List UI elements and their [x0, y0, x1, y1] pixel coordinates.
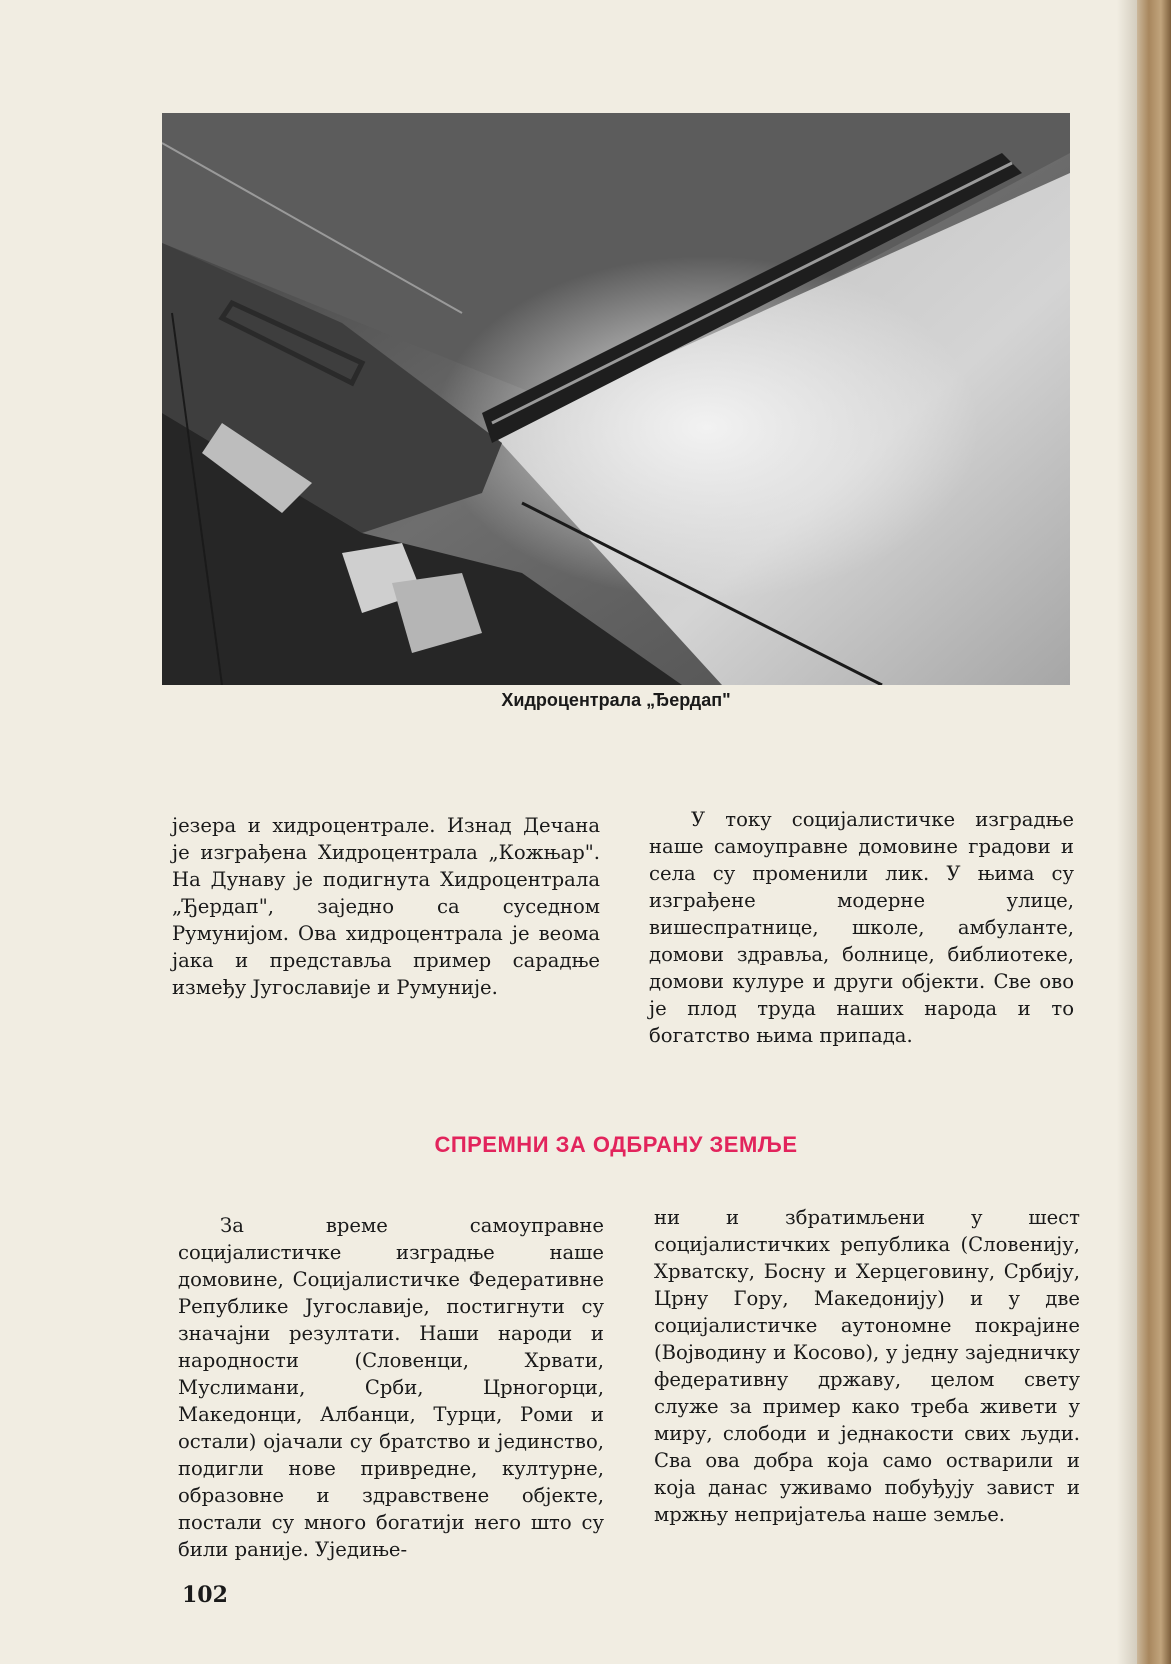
column-top-left [172, 812, 600, 1001]
column-bottom-right [654, 1204, 1080, 1528]
page-edge [1137, 0, 1171, 1664]
dam-photo-icon [162, 113, 1070, 685]
section-heading: СПРЕМНИ ЗА ОДБРАНУ ЗЕМЉЕ [434, 1132, 798, 1157]
paragraph: У току социјалистичке изградње наше самоуправне домовине градови и села су променили лик. У њима су изграђене модерне улице, вишеспратнице, школе, амбуланте, домови здравља, болнице, библиотеке, домови кулуре и други објекти. Све ово је плод труда наших народа и то богатство њима припада. [649, 808, 1074, 1047]
paragraph: језера и хидроцентрале. Изнад Дечана је изграђена Хидроцентрала „Кожњар". На Дунаву је подигнута Хидроцентрала „Ђердап", заједно са суседном Румунијом. Ова хидроцентрала је веома јака и представља пример сарадње између Југославије и Румуније. [172, 814, 600, 999]
column-bottom-left [178, 1212, 604, 1563]
paragraph: За време самоуправне социјалистичке изградње наше домовине, Социјалистичке Федеративне Републике Југославије, постигнути су значајни резултати. Наши народи и народности (Словенци, Хрвати, Муслимани, Срби, Црногорци, Македонци, Албанци, Турци, Роми и остали) ојачали су братство и јединство, подигли нове привредне, културне, образовне и здравствене објекте, постали су много богатији него што су били раније. Уједиње- [178, 1214, 604, 1561]
page-number: 102 [182, 1582, 228, 1608]
paragraph: ни и збратимљени у шест социјалистичких република (Словенију, Хрватску, Босну и Херцеговину, Србију, Црну Гору, Македонију) и у две социјалистичке аутономне покрајине (Војводину и Косово), у једну заједничку федеративну државу, целом свету служе за пример како треба живети у миру, слободи и једнакости свих људи. Сва ова добра која само остварили и која данас уживамо побуђују завист и мржњу непријатеља наше земље. [654, 1206, 1080, 1526]
photo-caption: Хидроцентрала „Ђердап" [501, 690, 731, 710]
page-shadow [1117, 0, 1137, 1664]
column-top-right [649, 806, 1074, 1049]
aerial-photo-dam [162, 113, 1070, 685]
